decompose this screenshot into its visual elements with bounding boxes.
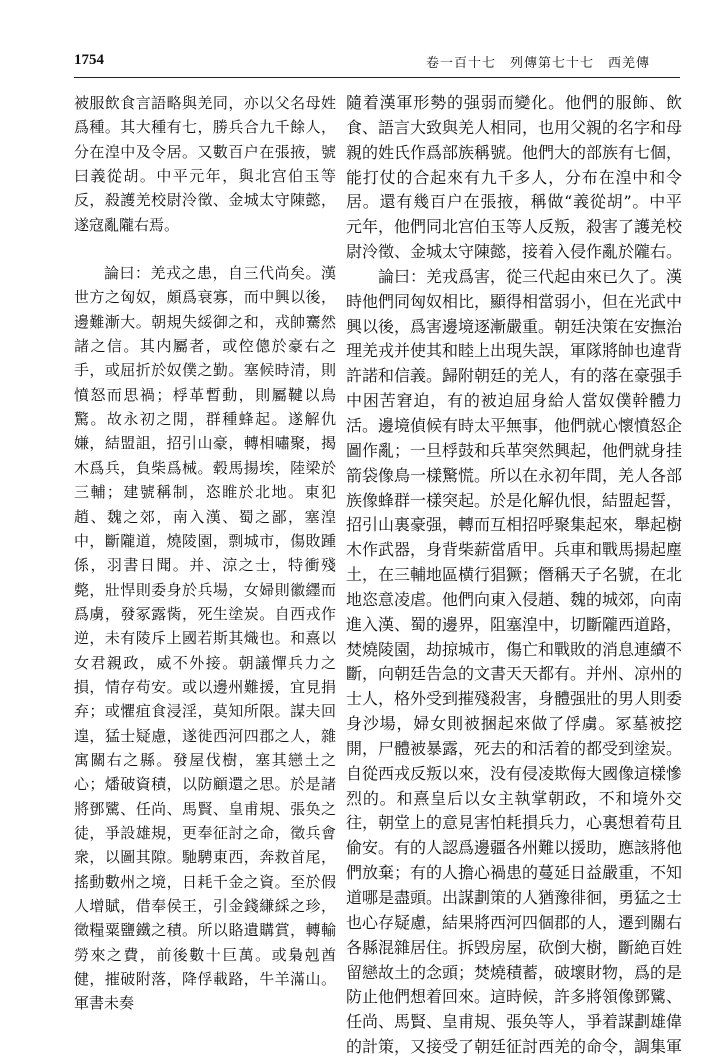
- translation-paragraph: 隨着漢軍形勢的强弱而變化。他們的服飾、飲食、語言大致與羌人相同，也用父親的名字和母親的姓氏作爲部族稱號。他們大的部族有七個，能打仗的合起來有九千多人，分布在湟中和令居。還有幾百户在張掖，稱做“義從胡”。中平元年，他們同北宫伯玉等人反叛，殺害了護羌校尉泠徵、金城太守陳懿，接着入侵作亂於隴右。: [346, 93, 683, 262]
- page-header: [74, 52, 676, 74]
- classical-commentary-paragraph: 論曰：羌戎之患，自三代尚矣。漢世方之匈奴，頗爲衰寡，而中興以後，邊難漸大。朝規失綏御之和，戎帥騫然諸之信。其内屬者，或倥傯於豪右之手，或屈折於奴僕之勤。塞候時清，則憤怒而思禍；桴革暫動，則屬鞬以鳥驚。故永初之閒，群種蜂起。遂解仇嫌，結盟詛，招引山豪，轉相嘯聚，揭木爲兵，負柴爲械。毂馬揚埃，陸梁於三輔；建號稱制，恣睢於北地。東犯趙、魏之郊，南入漢、蜀之鄙，塞湟中，斷隴道，燒陵園，剽城市，傷敗踵係，羽書日聞。并、涼之士，特衝殘斃，壯悍則委身於兵場，女婦則徽纆而爲虜，發冢露胔，死生塗炭。自西戎作逆，未有陵斥上國若斯其熾也。和熹以女君親政，威不外接。朝議憚兵力之損，情存苟安。或以邊州難援，宜見捐弃；或懼疽食浸淫，莫知所限。謀夫回遑，猛士疑慮，遂徙西河四郡之人，雜寓關右之縣。發屋伐樹，塞其戀土之心；燔破資積，以防顧還之思。於是諸將鄧騭、任尚、馬賢、皇甫規、張奂之徒，爭設雄規，更奉征討之命，徵兵會衆，以圖其隙。馳騁東西，奔救首尾，搖動數州之境，日耗千金之資。至於假人增賦，借奉侯王，引金錢縑綵之珍，徵糧粟鹽鐵之積。所以賂遺購賞，轉輸勞來之費，前後數十巨萬。或梟剋酋健，摧破附落，降俘載路，牛羊滿山。軍書未奏: [74, 264, 336, 1013]
- translation-text-column: [346, 91, 683, 1057]
- classical-paragraph: 被服飲食言語略與羌同，亦以父名母姓爲種。其大種有七，勝兵合九千餘人，分在湟中及令居。又數百户在張掖，號曰義從胡。中平元年，與北宫伯玉等反，殺護羌校尉泠徵、金城太守陳懿，遂寇亂隴右焉。: [74, 94, 336, 234]
- paragraph-gap: [74, 237, 336, 261]
- running-head: 卷一百十七 列傳第七十七 西羌傳: [425, 56, 650, 71]
- page-number: 1754: [74, 52, 104, 68]
- classical-text-column: [74, 91, 336, 1013]
- translation-commentary-paragraph: 論曰：羌戎爲害，從三代起由來已久了。漢時他們同匈奴相比，顯得相當弱小，但在光武中興以後，爲害邊境逐漸嚴重。朝廷決策在安撫治理羌戎并使其和睦上出現失誤，軍隊將帥也違背許諾和信義。歸附朝廷的羌人，有的落在豪强手中困苦窘迫，有的被迫屈身給人當奴僕幹體力活。邊境偵候有時太平無事，他們就心懷憤怒企圖作亂；一旦桴鼓和兵革突然興起，他們就身挂箭袋像鳥一樣驚慌。所以在永初年間，羌人各部族像蜂群一樣突起。於是化解仇恨，結盟起誓，招引山裏豪强，轉而互相招呼聚集起來，舉起樹木作武器，身背柴薪當盾甲。兵車和戰馬揚起塵土，在三輔地區横行猖獗；僭稱天子名號，在北地恣意凌虐。他們向東入侵趙、魏的城郊，向南進入漢、蜀的邊界，阻塞湟中，切斷隴西道路，焚燒陵園，劫掠城市，傷亡和戰敗的消息連續不斷，向朝廷告急的文書天天都有。并州、凉州的士人，格外受到摧殘殺害，身體强壯的男人則委身沙場，婦女則被捆起來做了俘虜。冢墓被挖開，尸體被暴露，死去的和活着的都受到塗炭。自從西戎反叛以來，没有侵凌欺侮大國像這樣慘烈的。和熹皇后以女主執掌朝政，不和境外交往，朝堂上的意見害怕耗損兵力，心裏想着苟且偷安。有的人認爲邊疆各州難以援助，應該將他們放棄；有的人擔心禍患的蔓延日益嚴重，不知道哪是盡頭。出謀劃策的人猶豫徘徊，勇猛之士也心存疑慮，結果將西河四個郡的人，遷到關右各縣混雜居住。拆毁房屋，砍倒大樹，斷絶百姓留戀故土的念頭；焚燒積蓄，破壞財物，爲的是防止他們想着回來。這時候，許多將領像鄧騭、任尚、馬賢、皇甫規、張奂等人，爭着謀劃雄偉的計策，又接受了朝廷征討西羌的命令，調集軍: [346, 266, 683, 1057]
- header-rule: [74, 77, 680, 78]
